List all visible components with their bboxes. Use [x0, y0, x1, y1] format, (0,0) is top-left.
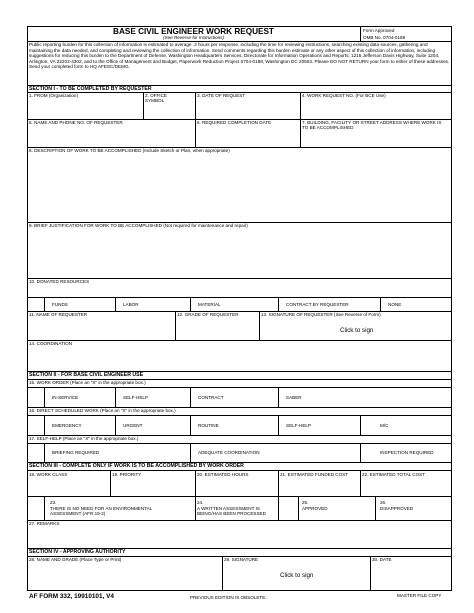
field-completion-date: 6. REQUIRED COMPLETION DATE	[197, 120, 272, 125]
field-24-number: 24.	[197, 500, 204, 505]
field-no-env-assessment: THERE IS NO NEED FOR AN ENVIRONMENTAL ASSESSMENT (AFR 19-2)	[50, 506, 153, 517]
burden-statement: Public reporting burden for this collection of information is estimated to average .3 hours per response, including the time for reviewing instructions, searching existing data sources, gathering and maintaining the data needed, and completing and reviewing the collection of information. Send comments regarding this burden estimate or any other aspect of this collection of information, including suggestions for reducing this burden to the Department of Defense, Washington Headquarters Services, Directorate for Information Operations and Reports, 1215 Jefferson Davis Highway, Suite 1204, Arlington, VA 22202-4302, and to the Office of Management and Budget, Paperwork Reduction Project 0704-0188, Washington DC 20503. Please DO NOT RETURN your form to either of these addresses. Send your completed form to HQ AFESC/DEMG.	[29, 42, 450, 69]
form-number: AF FORM 332, 19910101, V4	[29, 593, 114, 600]
field-approved: APPROVED	[302, 506, 328, 511]
dsw-emergency: EMERGENCY	[52, 423, 82, 428]
section-3-title: SECTION III - COMPLETE ONLY IF WORK IS TO BE ACCOMPLISHED BY WORK ORDER	[29, 463, 244, 469]
field-disapproved: DISAPPROVED	[380, 506, 414, 511]
master-file-copy: MASTER FILE COPY	[397, 593, 442, 598]
section-1-title: SECTION I - TO BE COMPLETED BY REQUESTER	[29, 86, 152, 92]
field-approval-date: 30. DATE	[372, 557, 392, 562]
field-26-number: 26.	[380, 500, 387, 505]
dsw-mc: M/C	[380, 423, 389, 428]
form-subtitle: (See Reverse for Instructions)	[162, 35, 225, 40]
field-estimated-hours: 20. ESTIMATED HOURS	[197, 472, 249, 477]
field-priority: 19. PRIORITY	[112, 472, 142, 477]
field-self-help: 17. SELF-HELP (Place an "X" in the appropriate box.)	[29, 436, 139, 441]
resource-contract: CONTRACT BY REQUESTER	[286, 302, 349, 307]
field-date-of-request: 3. DATE OF REQUEST	[197, 93, 246, 98]
resource-material: MATERIAL	[198, 302, 221, 307]
field-from: 1. FROM (Organization)	[29, 93, 79, 98]
field-written-assessment: A WRITTEN ASSESSMENT IS BEING/HAS BEEN PROCESSED	[197, 506, 266, 517]
field-building-address: 7. BUILDING, FACILITY OR STREET ADDRESS WHERE WORK IS TO BE ACCOMPLISHED	[302, 120, 442, 131]
field-donated-resources: 10. DONATED RESOURCES	[29, 279, 90, 284]
field-direct-scheduled-work: 16. DIRECT SCHEDULED WORK (Place an "X" in the appropriate box.)	[29, 408, 176, 413]
field-name-of-requester: 11. NAME OF REQUESTER	[29, 312, 88, 317]
sh-briefing: BRIEFING REQUIRED	[52, 450, 100, 455]
field-25-number: 25.	[302, 500, 309, 505]
dsw-self-help: SELF-HELP	[286, 423, 312, 428]
resource-funds: FUNDS	[52, 302, 68, 307]
field-work-class: 18. WORK CLASS	[29, 472, 68, 477]
wo-saber: SABER	[286, 395, 302, 400]
field-work-order: 15. WORK ORDER (Place an "X" in the appropriate box.)	[29, 380, 146, 385]
section-2-title: SECTION II - FOR BASE CIVIL ENGINEER USE	[29, 372, 144, 378]
header-divider	[360, 26, 361, 41]
wo-self-help: SELF-HELP	[123, 395, 149, 400]
field-23-number: 23.	[50, 500, 57, 505]
field-approver-signature: 29. SIGNATURE	[224, 557, 259, 562]
requester-sign-button[interactable]: Click to sign	[340, 327, 374, 334]
field-description: 8. DESCRIPTION OF WORK TO BE ACCOMPLISHED (Include Sketch or Plan, when appropriate)	[29, 148, 230, 153]
sh-inspection: INSPECTION REQUIRED	[380, 450, 434, 455]
wo-in-service: IN-SERVICE	[52, 395, 79, 400]
sh-adequate-coordination: ADEQUATE COORDINATION	[198, 450, 260, 455]
omb-number: OMB No. 0704-0188	[363, 34, 406, 40]
field-office-symbol: 2. OFFICE SYMBOL	[145, 93, 167, 104]
dsw-routine: ROUTINE	[198, 423, 219, 428]
field-name-phone: 5. NAME AND PHONE NO. OF REQUESTER	[29, 120, 123, 125]
field-estimated-total-cost: 22. ESTIMATED TOTAL COST	[362, 472, 426, 477]
field-estimated-funded-cost: 21. ESTIMATED FUNDED COST	[280, 472, 349, 477]
dsw-urgent: URGENT	[123, 423, 143, 428]
field-coordination: 14. COORDINATION	[29, 341, 73, 346]
field-justification: 9. BRIEF JUSTIFICATION FOR WORK TO BE ACCOMPLISHED (Not required for maintenance and repair)	[29, 223, 248, 228]
resource-labor: LABOR	[123, 302, 139, 307]
field-remarks: 27. REMARKS	[29, 521, 60, 526]
previous-edition-note: PREVIOUS EDITION IS OBSOLETE.	[190, 595, 267, 600]
wo-contract: CONTRACT	[198, 395, 224, 400]
field-work-request-no: 4. WORK REQUEST NO. (For BCE Use)	[302, 93, 386, 98]
resource-none: NONE	[388, 302, 402, 307]
form-title: BASE CIVIL ENGINEER WORK REQUEST	[113, 27, 274, 36]
field-signature-of-requester: 13. SIGNATURE OF REQUESTER (See Reverse of Form)	[261, 312, 381, 317]
section-4-title: SECTION IV - APPROVING AUTHORITY	[29, 549, 126, 555]
field-approver-name-grade: 28. NAME AND GRADE (Place Type or Print)	[29, 557, 122, 562]
field-grade-of-requester: 12. GRADE OF REQUESTER	[177, 312, 239, 317]
form-approved: Form Approved	[363, 28, 395, 33]
approver-sign-button[interactable]: Click to sign	[280, 572, 314, 579]
